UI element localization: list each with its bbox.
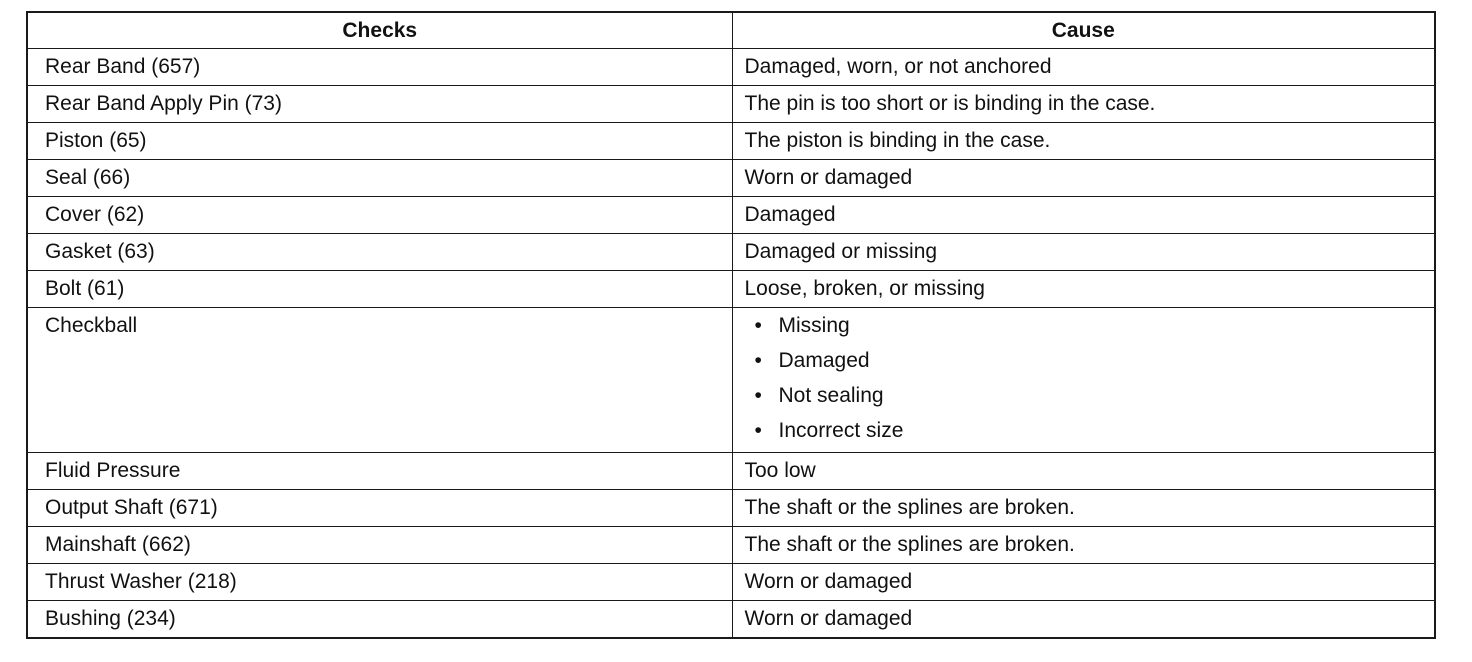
table-row-checkball [27,308,1435,453]
table-row [27,564,1435,601]
bullet-text: Not sealing [778,384,884,407]
cause-cell-bullets [732,308,1435,453]
bullet-icon: • [754,314,762,337]
table-row [27,234,1435,271]
checks-cause-table [26,11,1436,639]
check-cell: Thrust Washer (218) [27,564,732,601]
table-row [27,160,1435,197]
bullet-text: Incorrect size [778,419,904,442]
cause-cell: The pin is too short or is binding in the case. [732,86,1435,123]
table-row [27,271,1435,308]
table-row [27,86,1435,123]
checks-cause-table-wrapper [26,11,1434,639]
check-cell: Piston (65) [27,123,732,160]
header-checks: Checks [27,12,732,49]
table-row [27,490,1435,527]
header-cause: Cause [732,12,1435,49]
list-item [755,308,1435,343]
cause-cell: The piston is binding in the case. [732,123,1435,160]
bullet-text: Damaged [778,349,870,372]
check-cell: Mainshaft (662) [27,527,732,564]
list-item [755,343,1435,378]
cause-cell: Worn or damaged [732,564,1435,601]
list-item [755,413,1435,448]
cause-bullet-list [733,308,1435,452]
cause-cell: Damaged or missing [732,234,1435,271]
check-cell: Gasket (63) [27,234,732,271]
check-cell: Output Shaft (671) [27,490,732,527]
bullet-text: Missing [778,314,850,337]
check-cell: Rear Band Apply Pin (73) [27,86,732,123]
check-cell: Fluid Pressure [27,453,732,490]
table-header-row [27,12,1435,49]
check-cell: Checkball [27,308,732,453]
table-row [27,453,1435,490]
bullet-icon: • [754,384,762,407]
check-cell: Seal (66) [27,160,732,197]
cause-cell: Worn or damaged [732,601,1435,639]
bullet-icon: • [754,349,762,372]
table-row [27,123,1435,160]
cause-cell: Damaged [732,197,1435,234]
table-row [27,197,1435,234]
list-item [755,378,1435,413]
cause-cell: The shaft or the splines are broken. [732,527,1435,564]
cause-cell: The shaft or the splines are broken. [732,490,1435,527]
check-cell: Rear Band (657) [27,49,732,86]
bullet-icon: • [754,419,762,442]
check-cell: Bushing (234) [27,601,732,639]
table-row [27,49,1435,86]
table-row [27,527,1435,564]
check-cell: Bolt (61) [27,271,732,308]
cause-cell: Damaged, worn, or not anchored [732,49,1435,86]
table-row [27,601,1435,639]
cause-cell: Worn or damaged [732,160,1435,197]
cause-cell: Loose, broken, or missing [732,271,1435,308]
check-cell: Cover (62) [27,197,732,234]
cause-cell: Too low [732,453,1435,490]
